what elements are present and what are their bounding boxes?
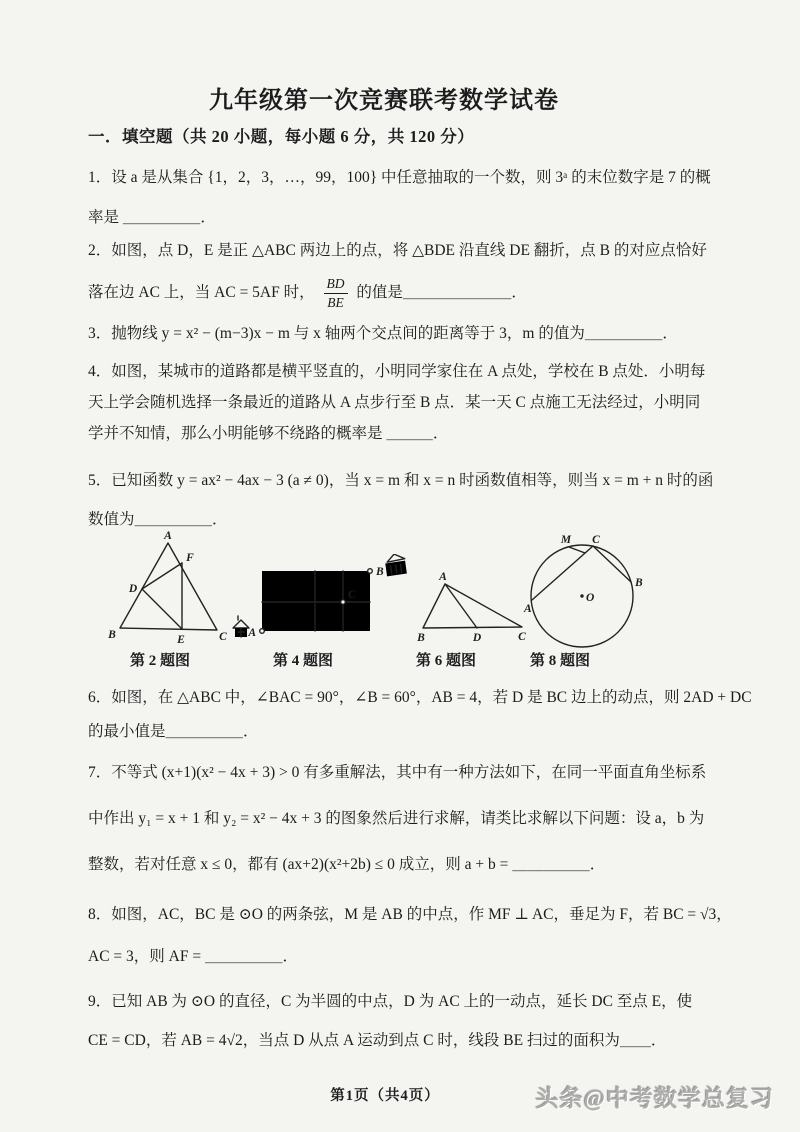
figure-q8 <box>522 534 644 652</box>
question-line: 整数，若对任意 x ≤ 0，都有 (ax+2)(x²+2b) ≤ 0 成立，则 a + b = ＿＿＿＿＿． <box>88 856 606 873</box>
section-heading: 一．填空题（共 20 小题，每小题 6 分，共 120 分） <box>88 127 475 146</box>
figure-caption-q2: 第 2 题图 <box>129 653 190 669</box>
fig4-label-a: A <box>248 627 256 639</box>
question-7 <box>88 750 768 888</box>
fig2-label-b: B <box>108 629 116 641</box>
figure-q2 <box>105 530 230 646</box>
fig2-label-d: D <box>128 583 138 595</box>
question-line: 8．如图，AC，BC 是 ⊙O 的两条弦，M 是 AB 的中点，作 MF ⊥ AC，垂足为 F，若 BC = √3， <box>88 906 732 923</box>
fig2-label-e: E <box>177 634 185 646</box>
figure-caption-q8: 第 8 题图 <box>529 653 590 669</box>
school-icon <box>385 554 407 576</box>
figure-q6 <box>415 570 533 650</box>
question-line: 数值为＿＿＿＿＿． <box>88 511 228 528</box>
question-8 <box>88 894 768 978</box>
question-line: 中作出 y₁ = x + 1 和 y₂ = x² − 4x + 3 的图象然后进行求解，请类比求解以下问题：设 a，b 为 <box>88 810 705 827</box>
question-line: 学并不知情，那么小明能够不绕路的概率是 ＿＿＿． <box>88 425 449 442</box>
fig8-label-c: C <box>592 534 600 546</box>
question-6 <box>88 681 768 749</box>
question-4 <box>88 356 768 449</box>
fraction-bd-be <box>324 276 348 310</box>
home-icon <box>233 616 249 637</box>
fraction-pre-text: 落在边 AC 上，当 AC = 5AF 时， <box>88 284 315 301</box>
fig2-label-c: C <box>219 631 227 643</box>
fig8-label-a: A <box>524 603 532 615</box>
question-line: 率是 ＿＿＿＿＿． <box>88 209 216 226</box>
question-line: 3．抛物线 y = x² − (m−3)x − m 与 x 轴两个交点间的距离等于 3，m 的值为＿＿＿＿＿． <box>88 325 678 342</box>
question-line: 2．如图，点 D，E 是正 △ABC 两边上的点，将 △BDE 沿直线 DE 翻折，点 B 的对应点恰好 <box>88 242 707 259</box>
circle-chords-diagram <box>522 534 644 652</box>
fig6-label-a: A <box>439 571 447 583</box>
question-line: AC = 3，则 AF = ＿＿＿＿＿． <box>88 948 298 965</box>
fig8-label-o: O <box>586 592 595 604</box>
question-9 <box>88 982 768 1060</box>
fig6-label-c: C <box>518 631 526 643</box>
fig6-label-b: B <box>417 632 425 644</box>
question-1 <box>88 158 768 238</box>
figure-row <box>0 524 800 684</box>
question-line: 1．设 a 是从集合 {1，2，3，…，99，100} 中任意抽取的一个数，则 3ᵃ 的末位数字是 7 的概 <box>88 169 711 186</box>
question-line: 5．已知函数 y = ax² − 4ax − 3 (a ≠ 0)，当 x = m 和 x = n 时函数值相等，则当 x = m + n 时的函 <box>88 472 714 489</box>
question-line: 4．如图，某城市的道路都是横平竖直的，小明同学家住在 A 点处，学校在 B 点处．小明每 <box>88 363 706 380</box>
question-line: 9．已知 AB 为 ⊙O 的直径，C 为半圆的中点，D 为 AC 上的一动点，延长 DC 至点 E，使 <box>88 993 693 1010</box>
triangle-fold-diagram <box>105 530 230 646</box>
figure-caption-q4: 第 4 题图 <box>272 653 333 669</box>
question-line: 6．如图，在 △ABC 中，∠BAC = 90°，∠B = 60°，AB = 4，若 D 是 BC 边上的动点，则 2AD + DC <box>88 689 752 706</box>
watermark: 头条@中考数学总复习 <box>535 1086 774 1111</box>
question-line-with-fraction <box>88 275 768 311</box>
fraction-denominator: BE <box>327 294 344 310</box>
page-number: 第1页（共4页） <box>330 1088 440 1104</box>
fig8-label-b: B <box>635 577 643 589</box>
question-2 <box>88 233 768 311</box>
question-line: 天上学会随机选择一条最近的道路从 A 点步行至 B 点．某一天 C 点施工无法经过，小明同 <box>88 394 701 411</box>
street-grid-diagram <box>230 554 422 649</box>
question-3 <box>88 317 768 351</box>
fig4-label-c: C <box>348 589 356 601</box>
fraction-numerator: BD <box>324 276 348 294</box>
fig4-label-b: B <box>376 566 384 578</box>
fraction-post-text: 的值是＿＿＿＿＿＿＿． <box>356 284 527 301</box>
question-line: 的最小值是＿＿＿＿＿． <box>88 723 259 740</box>
question-line: 7．不等式 (x+1)(x² − 4x + 3) > 0 有多重解法，其中有一种方法如下，在同一平面直角坐标系 <box>88 764 707 781</box>
fig8-label-m: M <box>560 534 572 546</box>
figure-caption-q6: 第 6 题图 <box>415 653 476 669</box>
fig6-label-d: D <box>472 632 482 644</box>
page-title: 九年级第一次竞赛联考数学试卷 <box>209 88 559 114</box>
triangle-cevian-diagram <box>415 570 533 650</box>
fig2-label-a: A <box>164 530 172 542</box>
question-line: CE = CD，若 AB = 4√2，当点 D 从点 A 运动到点 C 时，线段 BE 扫过的面积为＿＿． <box>88 1032 667 1049</box>
figure-q4 <box>230 554 422 649</box>
fig2-label-f: F <box>186 552 194 564</box>
